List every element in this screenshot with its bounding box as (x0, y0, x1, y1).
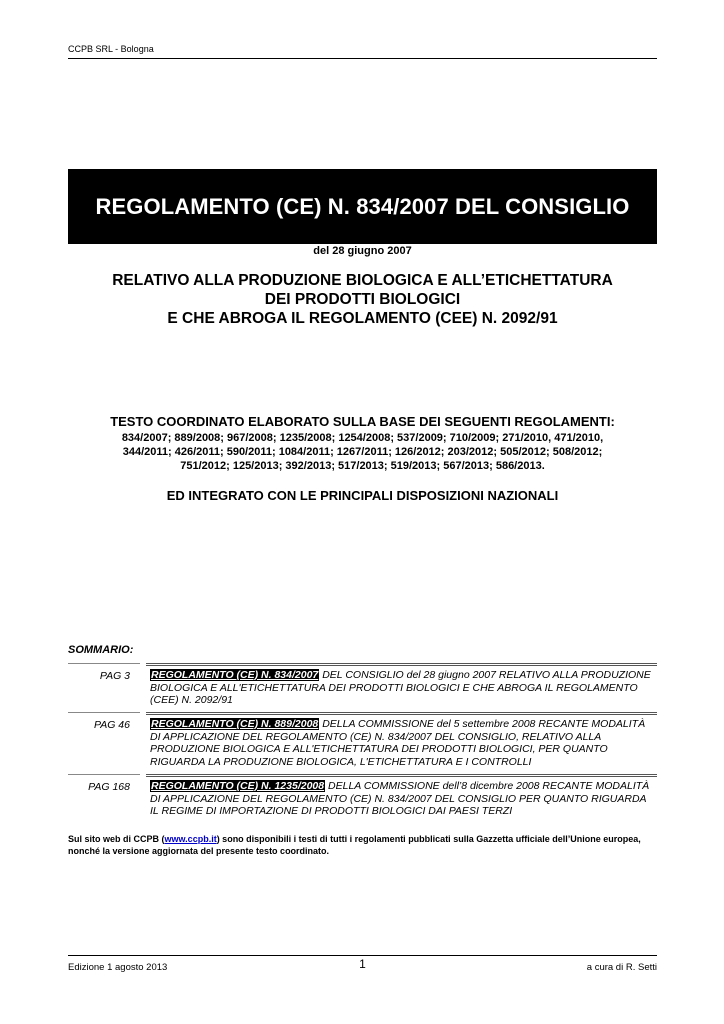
toc-entry-description: DEL CONSIGLIO del 28 giugno 2007 RELATIVO ALLA PRODUZIONE BIOLOGICA E ALL'ETICHETTATURA DEI PRODOTTI BIOLOGICI E CHE ABROGA IL REGOLAMENTO (CEE) N. 2092/91 (150, 669, 651, 706)
document-date: del 28 giugno 2007 (313, 245, 412, 257)
website-link[interactable]: www.ccpb.it (164, 834, 217, 844)
footer-author: a cura di R. Setti (586, 962, 657, 973)
toc-entry-text (150, 780, 657, 818)
toc-regulation-link[interactable]: REGOLAMENTO (CE) N. 834/2007 (151, 669, 319, 681)
regulation-list-line: 834/2007; 889/2008; 967/2008; 1235/2008; 1254/2008; 537/2009; 710/2009; 271/2010, 471/2010, (121, 432, 604, 444)
subtitle-line: DEI PRODOTTI BIOLOGICI (264, 291, 461, 308)
regulation-list (68, 431, 657, 473)
toc-page-number: PAG 168 (88, 781, 130, 793)
subtitle-line: E CHE ABROGA IL REGOLAMENTO (CEE) N. 2092/91 (167, 310, 558, 327)
regulation-list-line: 344/2011; 426/2011; 590/2011; 1084/2011; 1267/2011; 126/2012; 203/2012; 505/2012; 508/2012; (122, 446, 603, 458)
document-title: REGOLAMENTO (CE) N. 834/2007 DEL CONSIGLIO (95, 193, 630, 219)
toc-entry-description: DELLA COMMISSIONE dell’8 dicembre 2008 RECANTE MODALITÀ DI APPLICAZIONE DEL REGOLAMENTO (CE) N. 834/2007 DEL CONSIGLIO PER QUANTO RIGUARDA IL REGIME DI IMPORTAZIONE DI PRODOTTI BIOLOGICI DAI PAESI TERZI (150, 780, 650, 817)
note-text-after: ) sono disponibili i testi di tutti i regolamenti pubblicati sulla Gazzetta ufficiale dell’Unione europea, nonché la versione aggiornata del presente testo coordinato. (68, 834, 641, 856)
toc-regulation-link[interactable]: REGOLAMENTO (CE) N. 889/2008 (151, 718, 319, 730)
document-title-banner (68, 169, 657, 244)
toc-divider (146, 663, 657, 666)
integrato-heading: ED INTEGRATO CON LE PRINCIPALI DISPOSIZIONI NAZIONALI (166, 488, 559, 503)
toc-entry[interactable] (68, 712, 657, 772)
toc-page-number: PAG 3 (99, 670, 130, 682)
note-text-before: Sul sito web di CCPB ( (68, 834, 165, 844)
subtitle-line: RELATIVO ALLA PRODUZIONE BIOLOGICA E ALL’ETICHETTATURA (112, 272, 613, 289)
toc-entry-text (150, 669, 657, 707)
toc-regulation-link[interactable]: REGOLAMENTO (CE) N. 1235/2008 (151, 780, 325, 792)
toc-entry[interactable] (68, 774, 657, 820)
toc-entry-description: DELLA COMMISSIONE del 5 settembre 2008 RECANTE MODALITÀ DI APPLICAZIONE DEL REGOLAMENTO (CE) N. 834/2007 DEL CONSIGLIO, RELATIVO ALLA PRODUZIONE BIOLOGICA E ALL'ETICHETTATURA DEI PRODOTTI BIOLOGICI, PER QUANTO RIGUARDA LA PRODUZIONE BIOLOGICA, L'ETICHETTATURA E I CONTROLLI (150, 718, 646, 768)
website-note (68, 833, 657, 857)
footer-edition: Edizione 1 agosto 2013 (68, 962, 168, 973)
toc-divider (146, 774, 657, 777)
toc-divider (146, 712, 657, 715)
toc-entry-text (150, 718, 657, 768)
toc-divider (68, 774, 140, 775)
toc-divider (68, 663, 140, 664)
toc-divider (68, 712, 140, 713)
page-footer (68, 955, 657, 974)
page-number: 1 (359, 957, 366, 971)
toc-page-number: PAG 46 (94, 719, 130, 731)
header-org: CCPB SRL - Bologna (68, 44, 154, 54)
toc-entry[interactable] (68, 663, 657, 709)
page-header (68, 44, 657, 59)
sommario-label: SOMMARIO: (68, 644, 134, 656)
regulation-list-line: 751/2012; 125/2013; 392/2013; 517/2013; 519/2013; 567/2013; 586/2013. (180, 460, 545, 472)
testo-coordinato-heading: TESTO COORDINATO ELABORATO SULLA BASE DEI SEGUENTI REGOLAMENTI: (110, 414, 615, 429)
document-subtitle (68, 271, 657, 328)
